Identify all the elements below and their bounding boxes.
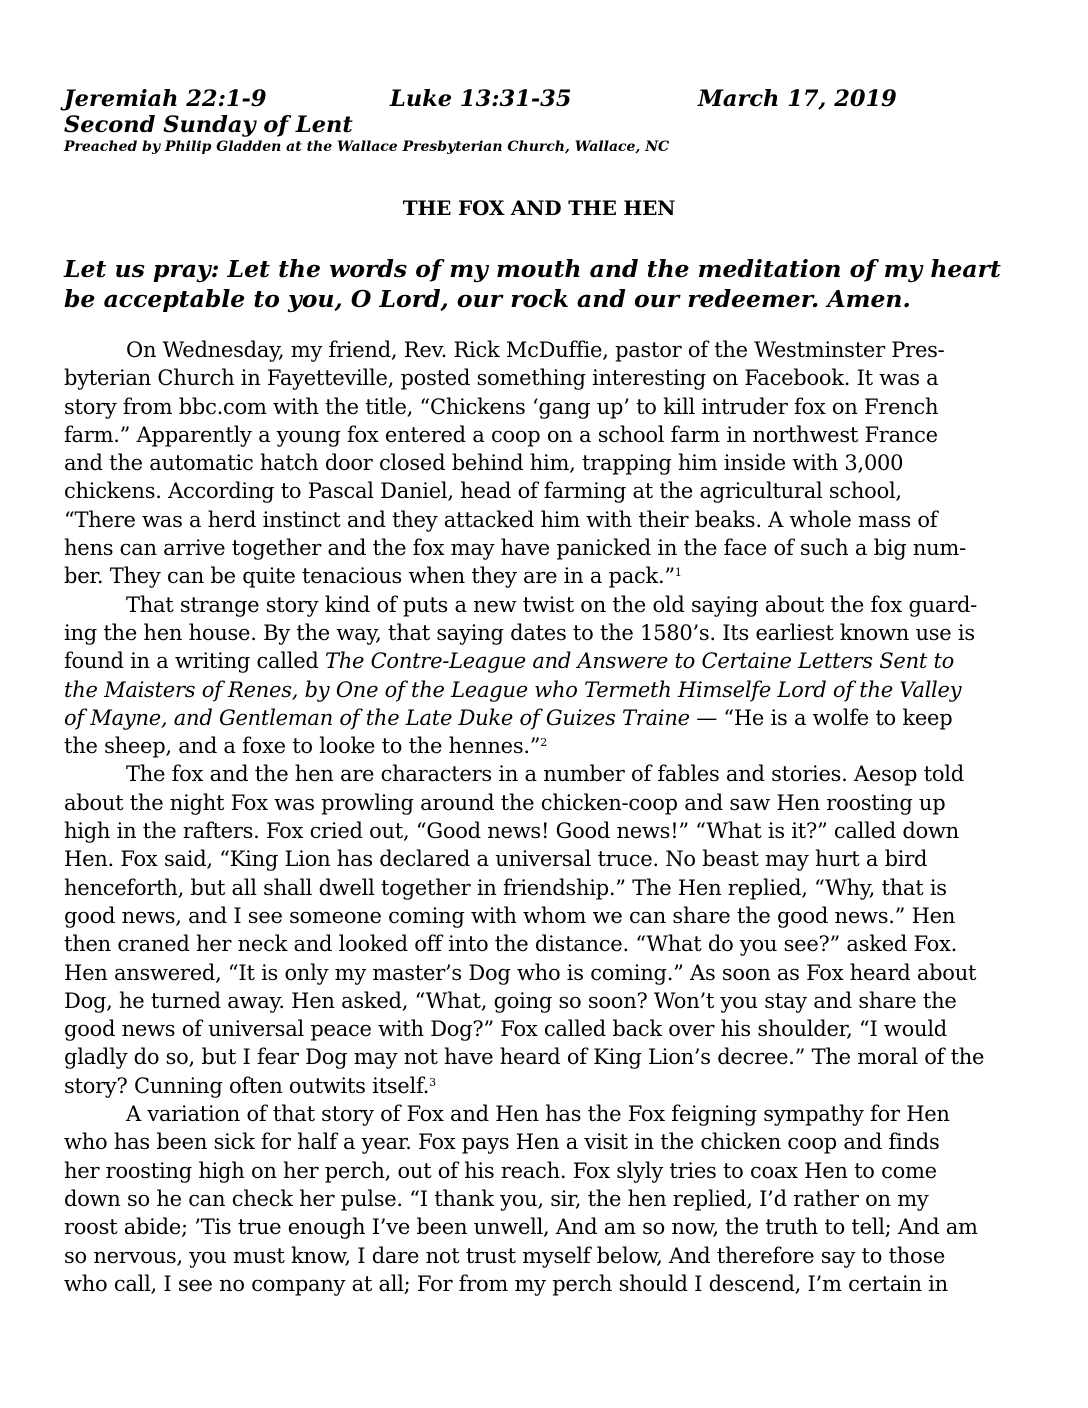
sermon-header bbox=[64, 86, 1014, 138]
prayer-line: be acceptable to you, O Lord, our rock and our redeemer. Amen. bbox=[64, 285, 911, 313]
body-line: and the automatic hatch door closed behind him, trapping him inside with 3,000 bbox=[64, 451, 904, 476]
body-line: her roosting high on her perch, out of his reach. Fox slyly tries to coax Hen to come bbox=[64, 1158, 937, 1183]
body-line: henceforth, but all shall dwell together in friendship.” The Hen replied, “Why, that is bbox=[64, 875, 947, 900]
body-line: about the night Fox was prowling around the chicken-coop and saw Hen roosting up bbox=[64, 790, 946, 815]
sermon-page bbox=[64, 86, 1014, 1298]
body-line: who call, I see no company at all; For from my perch should I descend, I’m certain in bbox=[64, 1271, 948, 1296]
body-line: ber. They can be quite tenacious when they are in a pack.”$^1$ bbox=[64, 564, 682, 589]
body-line: A variation of that story of Fox and Hen has the Fox feigning sympathy for Hen bbox=[126, 1102, 950, 1127]
liturgical-occasion: Second Sunday of Lent bbox=[64, 112, 353, 138]
body-line: hens can arrive together and the fox may have panicked in the face of such a big num- bbox=[64, 536, 966, 561]
preacher-line: Preached by Philip Gladden at the Wallace Presbyterian Church, Wallace, NC bbox=[64, 139, 670, 155]
book-title-italic: The Contre-League and Answere to Certaine Letters Sent to bbox=[324, 649, 955, 674]
body-line: Hen answered, “It is only my master’s Dog who is coming.” As soon as Fox heard about bbox=[64, 960, 977, 985]
body-line: good news, and I see someone coming with whom we can share the good news.” Hen bbox=[64, 903, 956, 928]
scripture-reading-2: Luke 13:31-35 bbox=[390, 86, 572, 112]
prayer-line: Let us pray: Let the words of my mouth and the meditation of my heart bbox=[64, 255, 1001, 283]
body-line: of Mayne, and Gentleman of the Late Duke of Guizes Traine — “He is a wolfe to keep bbox=[64, 705, 953, 730]
footnote-marker: 1 bbox=[674, 566, 682, 580]
sermon-title: THE FOX AND THE HEN bbox=[402, 196, 676, 220]
sermon-date: March 17, 2019 bbox=[698, 86, 897, 112]
footnote-marker: 3 bbox=[429, 1075, 436, 1089]
body-line: That strange story kind of puts a new twist on the old saying about the fox guard- bbox=[126, 592, 978, 617]
body-line: On Wednesday, my friend, Rev. Rick McDuffie, pastor of the Westminster Pres- bbox=[126, 338, 945, 362]
body-line: then craned her neck and looked off into the distance. “What do you see?” asked Fox. bbox=[64, 932, 958, 957]
body-line: high in the rafters. Fox cried out, “Good news! Good news!” “What is it?” called down bbox=[64, 819, 959, 844]
book-title-italic: of Mayne, and Gentleman of the Late Duke of Guizes Traine bbox=[64, 705, 690, 730]
body-line: chickens. According to Pascal Daniel, head of farming at the agricultural school, bbox=[64, 479, 902, 504]
body-line: found in a writing called The Contre-League and Answere to Certaine Letters Sent to bbox=[64, 649, 955, 674]
body-line: byterian Church in Fayetteville, posted something interesting on Facebook. It was a bbox=[64, 366, 939, 391]
body-line: gladly do so, but I fear Dog may not have heard of King Lion’s decree.” The moral of the bbox=[64, 1045, 985, 1070]
body-line: roost abide; ’Tis true enough I’ve been unwell, And am so now, the truth to tell; And am bbox=[64, 1215, 978, 1240]
body-line bbox=[64, 676, 1014, 704]
body-line: story from bbc.com with the title, “Chickens ‘gang up’ to kill intruder fox on French bbox=[64, 394, 939, 419]
body-line: good news of universal peace with Dog?” Fox called back over his shoulder, “I would bbox=[64, 1017, 947, 1042]
sermon-body bbox=[64, 336, 1014, 1298]
scripture-reading-1: Jeremiah 22:1-9 bbox=[64, 86, 267, 112]
body-line: so nervous, you must know, I dare not trust myself below, And therefore say to those bbox=[64, 1243, 946, 1268]
body-line: Hen. Fox said, “King Lion has declared a universal truce. No beast may hurt a bird bbox=[64, 847, 928, 872]
opening-prayer bbox=[64, 254, 1014, 314]
body-line: ing the hen house. By the way, that saying dates to the 1580’s. Its earliest known use is bbox=[64, 620, 975, 645]
body-line: Dog, he turned away. Hen asked, “What, going so soon? Won’t you stay and share the bbox=[64, 988, 957, 1013]
body-line: farm.” Apparently a young fox entered a coop on a school farm in northwest France bbox=[64, 422, 938, 447]
body-line: the sheep, and a foxe to looke to the hennes.”$^2$ bbox=[64, 734, 548, 759]
footnote-marker: 2 bbox=[540, 736, 548, 750]
body-line: who has been sick for half a year. Fox pays Hen a visit in the chicken coop and finds bbox=[64, 1130, 940, 1155]
body-line: down so he can check her pulse. “I thank you, sir, the hen replied, I’d rather on my bbox=[64, 1186, 929, 1211]
body-line: “There was a herd instinct and they attacked him with their beaks. A whole mass of bbox=[64, 507, 938, 532]
body-line: story? Cunning often outwits itself.$^3$ bbox=[64, 1073, 436, 1098]
body-line: The fox and the hen are characters in a number of fables and stories. Aesop told bbox=[126, 762, 964, 787]
book-title-italic: the Maisters of Renes, by One of the League who Termeth Himselfe Lord of the Valley bbox=[64, 677, 962, 702]
